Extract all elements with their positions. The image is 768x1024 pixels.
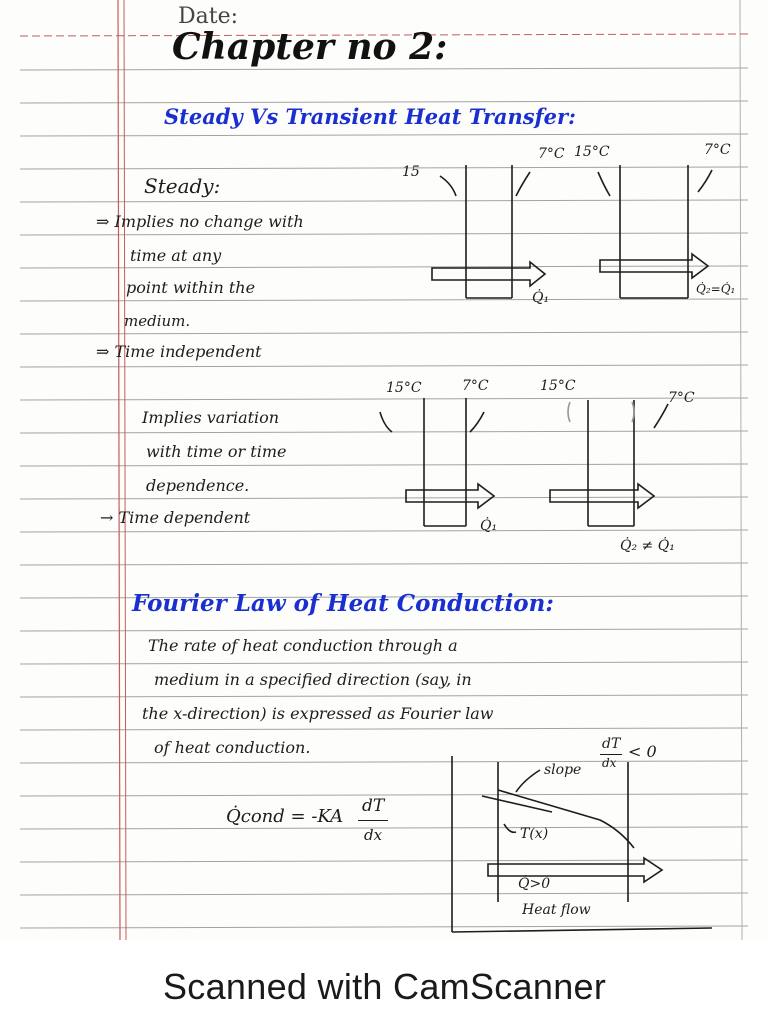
section-heading-fourier: Fourier Law of Heat Conduction: <box>132 590 554 617</box>
date-label: Date: <box>178 4 239 29</box>
fourier-line-3: the x-direction) is expressed as Fourier law <box>142 704 494 723</box>
heat-flow-label: Heat flow <box>522 902 591 918</box>
fraction-bar <box>358 820 388 821</box>
steady-b-q: Q̇₂=Q̇₁ <box>696 282 736 296</box>
steady-line-2: time at any <box>130 246 222 265</box>
steady-a-q: Q̇₁ <box>532 290 550 306</box>
steady-a-right-temp: 7°C <box>538 146 565 162</box>
gradient-bar <box>600 754 622 755</box>
transient-line-4: → Time dependent <box>100 508 251 527</box>
steady-a-left-temp: 15 <box>402 164 420 180</box>
steady-title: Steady: <box>144 174 221 198</box>
steady-b-right-temp: 7°C <box>704 142 731 158</box>
gradient-relation: < 0 <box>628 742 657 761</box>
transient-line-2: with time or time <box>146 442 287 461</box>
trans-b-q: Q̇₂ ≠ Q̇₁ <box>620 538 675 554</box>
gradient-num: dT <box>602 736 621 752</box>
fourier-equation-num: dT <box>362 796 385 816</box>
trans-b-right-temp: 7°C <box>668 390 695 406</box>
transient-line-1: Implies variation <box>142 408 280 427</box>
steady-line-3: point within the <box>126 278 256 297</box>
trans-a-q: Q̇₁ <box>480 518 498 534</box>
fourier-line-1: The rate of heat conduction through a <box>148 636 458 655</box>
fourier-equation-lhs: Q̇cond = -KA <box>226 806 344 827</box>
section-heading-steady-transient: Steady Vs Transient Heat Transfer: <box>164 104 576 129</box>
fourier-line-4: of heat conduction. <box>154 738 311 757</box>
trans-a-left-temp: 15°C <box>386 380 422 396</box>
scanner-watermark: Scanned with CamScanner <box>163 966 607 1007</box>
heat-rate-label: Q̇>0 <box>518 876 551 892</box>
fourier-line-2: medium in a specified direction (say, in <box>154 670 472 689</box>
chapter-title: Chapter no 2: <box>172 26 448 68</box>
trans-a-right-temp: 7°C <box>462 378 489 394</box>
fourier-equation-den: dx <box>364 826 383 844</box>
steady-b-left-temp: 15°C <box>574 144 610 160</box>
steady-line-1: ⇒ Implies no change with <box>96 212 304 231</box>
slope-label: slope <box>544 762 582 778</box>
temperature-profile-label: T(x) <box>520 826 549 842</box>
steady-line-5: ⇒ Time independent <box>96 342 262 361</box>
gradient-den: dx <box>602 756 617 770</box>
steady-line-4: medium. <box>124 312 191 330</box>
transient-line-3: dependence. <box>146 476 250 495</box>
trans-b-left-temp: 15°C <box>540 378 576 394</box>
